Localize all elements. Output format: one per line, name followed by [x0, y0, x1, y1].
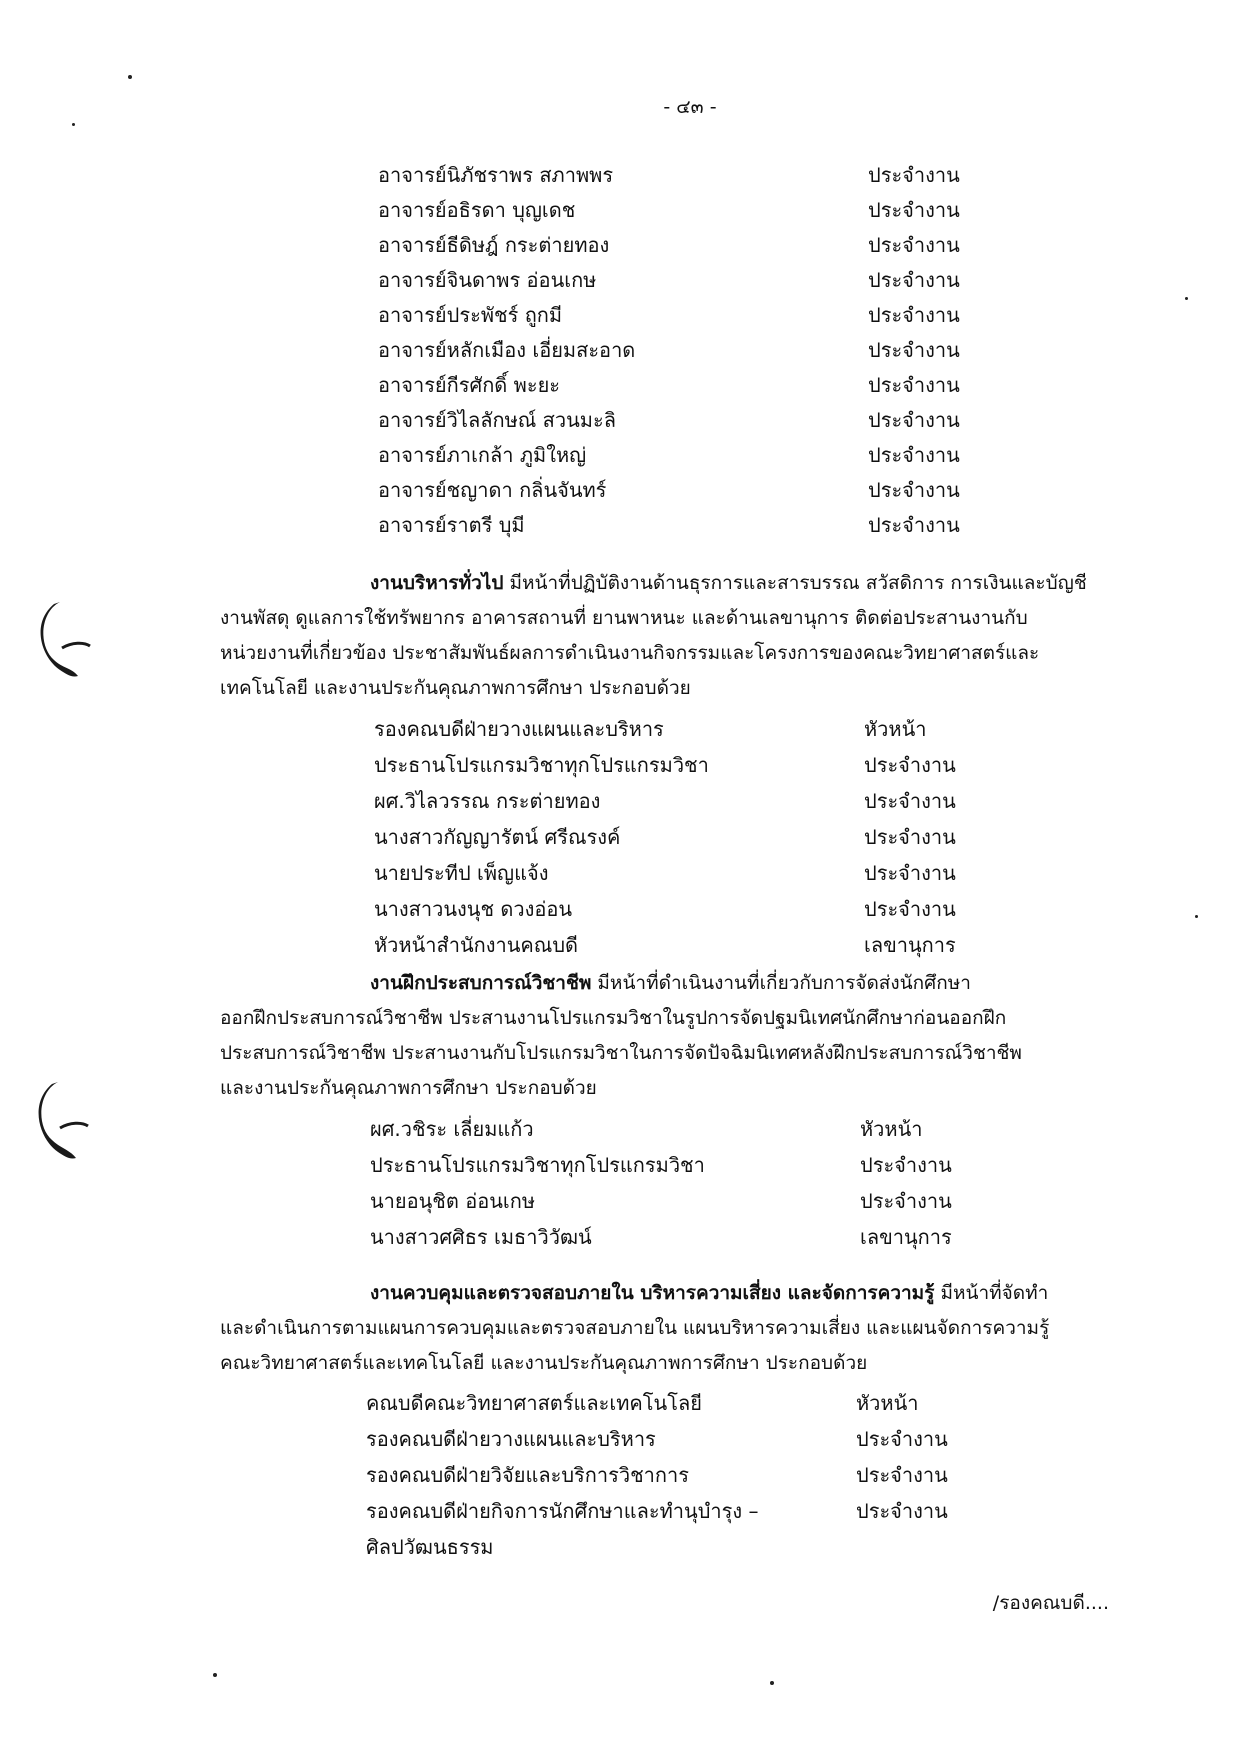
member-name: รองคณบดีฝ่ายกิจการนักศึกษาและทำนุบำรุง – [366, 1499, 759, 1523]
list-item [378, 368, 978, 402]
member-role: ประจำงาน [868, 513, 960, 537]
member-name: อาจารย์จินดาพร อ่อนเกษ [378, 268, 597, 292]
member-name: อาจารย์หลักเมือง เอี่ยมสะอาด [378, 338, 636, 362]
section-internship-paragraph: งานฝึกประสบการณ์วิชาชีพ มีหน้าที่ดำเนินงานที่เกี่ยวกับการจัดส่งนักศึกษา ออกฝึกประสบการณ์วิชาชีพ ประสานงานโปรแกรมวิชาในรูปการจัดปฐมนิเทศนักศึกษาก่อนออกฝึก ประสบการณ์วิชาชีพ ประสานงานกับโปรแกรมวิชาในการจัดปัจฉิมนิเทศหลังฝึกประสบการณ์วิชาชีพ และงานประกันคุณภาพการศึกษา ประกอบด้วย [220, 972, 1022, 1099]
list-item [378, 473, 978, 507]
member-role: หัวหน้า [856, 1391, 919, 1415]
member-name: นางสาวศศิธร เมธาวิวัฒน์ [370, 1225, 592, 1249]
list-item [370, 1220, 970, 1254]
member-role: ประจำงาน [868, 338, 960, 362]
scan-speck [1185, 297, 1188, 300]
list-item [378, 158, 978, 192]
binder-clip-mark [32, 598, 92, 688]
list-item [374, 748, 974, 782]
scan-speck [770, 1681, 774, 1685]
member-role: ประจำงาน [868, 233, 960, 257]
list-item [378, 193, 978, 227]
member-role: หัวหน้า [864, 717, 927, 741]
member-name: นายประทีป เพ็ญแจ้ง [374, 861, 549, 885]
list-item [374, 820, 974, 854]
member-name: ผศ.วชิระ เลี่ยมแก้ว [370, 1117, 534, 1141]
list-item [378, 298, 978, 332]
member-name: ประธานโปรแกรมวิชาทุกโปรแกรมวิชา [370, 1153, 705, 1177]
member-name: อาจารย์ภาเกล้า ภูมิใหญ่ [378, 443, 587, 467]
list-item [370, 1184, 970, 1218]
member-role: ประจำงาน [868, 198, 960, 222]
scan-speck [213, 1673, 217, 1677]
list-item [374, 712, 974, 746]
member-name: รองคณบดีฝ่ายวางแผนและบริหาร [366, 1427, 656, 1451]
member-role: เลขานุการ [860, 1225, 952, 1249]
list-item [378, 403, 978, 437]
list-item [370, 1148, 970, 1182]
member-role: ประจำงาน [860, 1189, 952, 1213]
member-role: ประจำงาน [868, 443, 960, 467]
member-role: ประจำงาน [864, 861, 956, 885]
member-role: เลขานุการ [864, 933, 956, 957]
scan-speck [72, 123, 75, 126]
list-item [374, 928, 974, 962]
member-name: คณบดีคณะวิทยาศาสตร์และเทคโนโลยี [366, 1391, 702, 1415]
binder-clip-mark [30, 1078, 90, 1168]
member-role: ประจำงาน [868, 303, 960, 327]
list-item [366, 1494, 966, 1528]
list-item [374, 892, 974, 926]
member-name: ผศ.วิไลวรรณ กระต่ายทอง [374, 789, 601, 813]
scan-speck [128, 75, 132, 79]
section-internal-control-paragraph: งานควบคุมและตรวจสอบภายใน บริหารความเสี่ยง และจัดการความรู้ มีหน้าที่จัดทำ และดำเนินการตามแผนการควบคุมและตรวจสอบภายใน แผนบริหารความเสี่ยง และแผนจัดการความรู้ คณะวิทยาศาสตร์และเทคโนโลยี และงานประกันคุณภาพการศึกษา ประกอบด้วย [220, 1282, 1050, 1374]
list-item [374, 784, 974, 818]
member-role: ประจำงาน [868, 408, 960, 432]
member-name: อาจารย์ชญาดา กลิ่นจันทร์ [378, 478, 607, 502]
list-item [366, 1458, 966, 1492]
member-name: อาจารย์วิไลลักษณ์ สวนมะลิ [378, 408, 616, 432]
member-name: อาจารย์กีรศักดิ์ พะยะ [378, 373, 561, 397]
member-role: ประจำงาน [864, 897, 956, 921]
member-role: ประจำงาน [864, 825, 956, 849]
member-name: รองคณบดีฝ่ายวิจัยและบริการวิชาการ [366, 1463, 689, 1487]
section-general-admin-paragraph: งานบริหารทั่วไป มีหน้าที่ปฏิบัติงานด้านธุรการและสารบรรณ สวัสดิการ การเงินและบัญชี งานพัสดุ ดูแลการใช้ทรัพยากร อาคารสถานที่ ยานพาหนะ และด้านเลขานุการ ติดต่อประสานงานกับ หน่วยงานที่เกี่ยวข้อง ประชาสัมพันธ์ผลการดำเนินงานกิจกรรมและโครงการของคณะวิทยาศาสตร์และ เทคโนโลยี และงานประกันคุณภาพการศึกษา ประกอบด้วย [220, 572, 1087, 699]
member-role: ประจำงาน [864, 753, 956, 777]
member-name: อาจารย์ราตรี บุมี [378, 513, 525, 537]
list-item [370, 1112, 970, 1146]
member-name: นางสาวกัญญารัตน์ ศรีณรงค์ [374, 825, 621, 849]
list-item [378, 333, 978, 367]
member-role: หัวหน้า [860, 1117, 923, 1141]
list-item [378, 228, 978, 262]
continuation-note: /รองคณบดี.... [992, 1592, 1109, 1614]
member-name: หัวหน้าสำนักงานคณบดี [374, 933, 579, 957]
list-item [378, 263, 978, 297]
member-name: นายอนุชิต อ่อนเกษ [370, 1189, 536, 1213]
list-item [366, 1530, 966, 1564]
list-item [378, 508, 978, 542]
member-role: ประจำงาน [868, 163, 960, 187]
member-role: ประจำงาน [860, 1153, 952, 1177]
section-heading: งานบริหารทั่วไป [370, 572, 504, 594]
page-number: - ๔๓ - [663, 96, 717, 118]
member-role: ประจำงาน [868, 268, 960, 292]
member-name: ประธานโปรแกรมวิชาทุกโปรแกรมวิชา [374, 753, 709, 777]
member-role: ประจำงาน [868, 478, 960, 502]
member-name: ศิลปวัฒนธรรม [366, 1535, 494, 1559]
member-name: นางสาวนงนุช ดวงอ่อน [374, 897, 573, 921]
section-heading: งานควบคุมและตรวจสอบภายใน บริหารความเสี่ยง และจัดการความรู้ [370, 1282, 935, 1304]
member-name: รองคณบดีฝ่ายวางแผนและบริหาร [374, 717, 664, 741]
list-item [366, 1422, 966, 1456]
member-name: อาจารย์ประพัชร์ ถูกมี [378, 303, 563, 327]
list-item [378, 438, 978, 472]
list-item [366, 1386, 966, 1420]
list-item [374, 856, 974, 890]
member-role: ประจำงาน [868, 373, 960, 397]
member-name: อาจารย์นิภัชราพร สภาพพร [378, 163, 614, 187]
scan-speck [1195, 915, 1198, 918]
section-heading: งานฝึกประสบการณ์วิชาชีพ [370, 972, 592, 994]
member-role: ประจำงาน [856, 1463, 948, 1487]
member-role: ประจำงาน [856, 1427, 948, 1451]
member-role: ประจำงาน [856, 1499, 948, 1523]
member-name: อาจารย์อธิรดา บุญเดช [378, 198, 576, 222]
member-role: ประจำงาน [864, 789, 956, 813]
member-name: อาจารย์ธีดิษฎ์ กระต่ายทอง [378, 233, 610, 257]
